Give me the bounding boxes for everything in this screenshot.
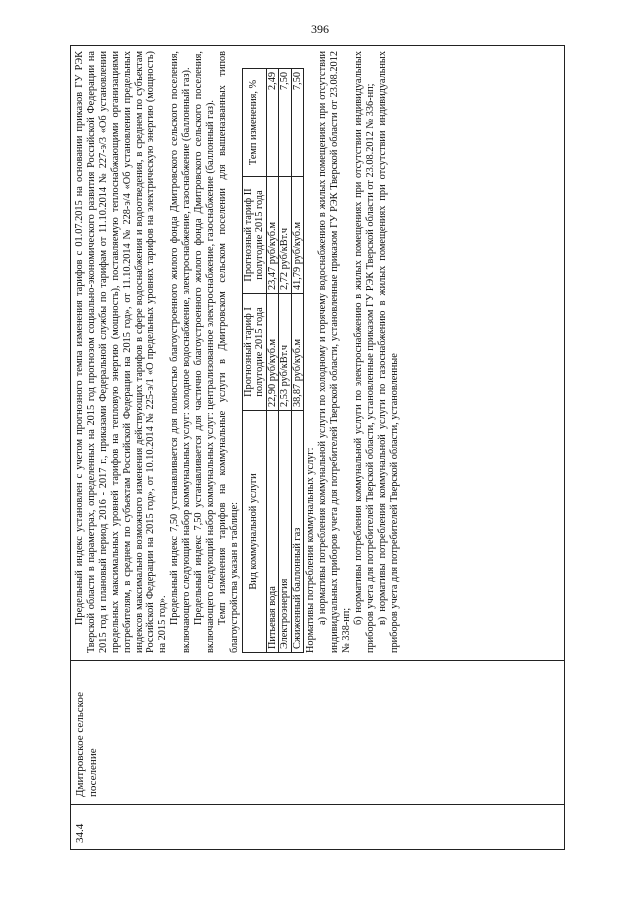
- table-cell: Сжиженный баллонный газ: [291, 411, 304, 653]
- table-row: [291, 69, 304, 653]
- table-cell: 2,72 руб/кВт.ч: [279, 177, 292, 294]
- table-cell: 23,47 руб/куб.м: [266, 177, 279, 294]
- column-divider: [71, 804, 564, 805]
- table-cell: 2,53 руб/кВт.ч: [279, 294, 292, 411]
- settlement-name: Дмитровское сельское поселение: [74, 692, 99, 797]
- column-divider: [71, 660, 564, 661]
- table-row-frame: [70, 45, 565, 850]
- table-row: [266, 69, 279, 653]
- tariff-table: [242, 68, 305, 653]
- paragraph: в) нормативы потребления коммунальной услуги по газоснабжению в жилых помещениях при отсутствии индивидуальных приборов учета для потребителей Тверской области, установленные: [376, 51, 400, 653]
- table-cell: 2,49: [266, 69, 279, 177]
- paragraph: б) нормативы потребления коммунальной услуги по электроснабжению в жилых помещениях при отсутствии индивидуальных приборов учета для потребителей Тверской области, установленные приказом ГУ РЭК Тверской области от 23.08.2012 № 336-нп;: [352, 51, 376, 653]
- table-cell: Электроэнергия: [279, 411, 292, 653]
- row-content: [74, 51, 400, 653]
- table-cell: 41,79 руб/куб.м: [291, 177, 304, 294]
- paragraph: Темп изменения тарифов на коммунальные услуги в Дмитровском сельском поселении для вышеназванных типов благоустройства указан в таблице:: [216, 51, 240, 653]
- paragraph: Предельный индекс 7,50 устанавливается для частично благоустроенного жилого фонда Дмитровского сельского поселения, включающего следующий набор коммунальных услуг: централизованное электроснабжение, газоснабжение (баллонный газ).: [193, 51, 216, 653]
- paragraph: Предельный индекс установлен с учетом прогнозного темпа изменения тарифов с 01.07.2015 на основании приказов ГУ РЭК Тверской области в параметрах, определенных на 2015 год прогнозом социально-экономического развития Российской Федерации на 2015 год и плановый период 2016 - 2017 г., приказами Федеральной службы по тарифам от 11.10.2014 № 227-э/3 «Об установлении предельных максимальных уровней тарифов на тепловую энергию (мощность), поставляемую теплоснабжающими организациями потребителям, в среднем по субъектам Российской Федерации на 2015 год», от 11.10.2014 № 228-э/4 «Об установлении предельных индексов максимально возможного изменения действующих тарифов в сфере водоснабжения и водоотведения, в среднем по субъектам Российской Федерации на 2015 год», от 10.10.2014 № 225-э/1 «О предельных уровнях тарифов на электрическую энергию (мощность) на 2015 год».: [74, 51, 169, 653]
- table-cell: 7,50: [291, 69, 304, 177]
- table-cell: 38,87 руб/куб.м: [291, 294, 304, 411]
- table-row: [279, 69, 292, 653]
- table-header: Прогнозный тариф II полугодие 2015 года: [242, 177, 266, 294]
- page-number: 396: [311, 22, 329, 36]
- table-cell: Питьевая вода: [266, 411, 279, 653]
- table-cell: 22,90 руб/куб.м: [266, 294, 279, 411]
- table-header: Вид коммунальной услуги: [242, 411, 266, 653]
- paragraph: Нормативы потребления коммунальных услуг:: [305, 447, 317, 653]
- row-number: 34.4: [74, 823, 86, 843]
- paragraph: Предельный индекс 7,50 устанавливается для полностью благоустроенного жилого фонда Дмитровского сельского поселения, включающего следующий набор коммунальных услуг: холодное водоснабжение, электроснабжение, газоснабжение (баллонный газ).: [169, 51, 193, 653]
- paragraph: а) нормативы потребления коммунальной услуги по холодному и горячему водоснабжению в жилых помещениях при отсутствии индивидуальных приборов учета для потребителей Тверской области, установленные приказом ГУ РЭК Тверской области от 23.08.2012 № 338-нп;: [317, 51, 352, 653]
- table-header: Прогнозный тариф I полугодие 2015 года: [242, 294, 266, 411]
- table-cell: 7,50: [279, 69, 292, 177]
- table-header: Темп изменения, %: [242, 69, 266, 177]
- rotated-page: [60, 30, 580, 860]
